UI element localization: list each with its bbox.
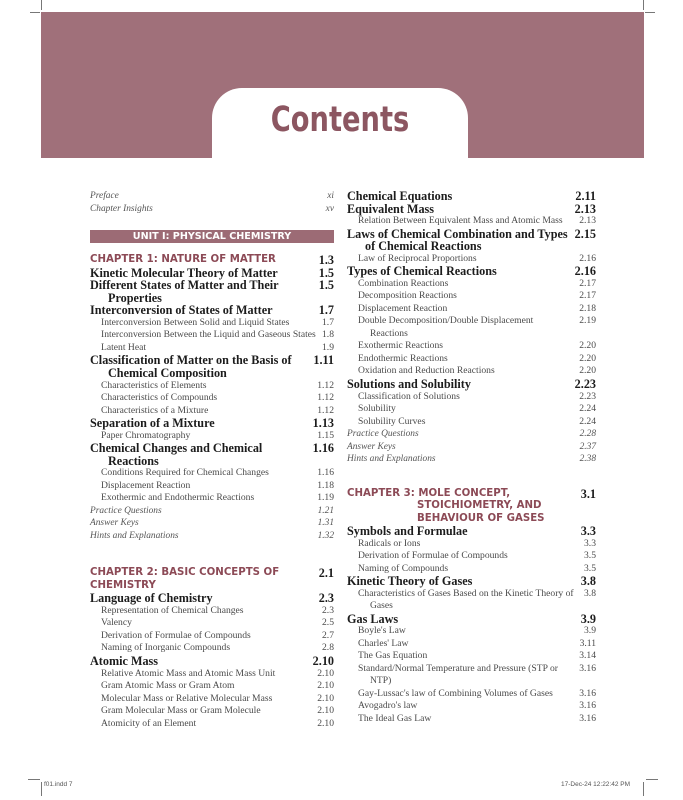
chapter-2-continued-list bbox=[347, 190, 596, 466]
toc-entry-title: Displacement Reaction bbox=[358, 302, 448, 314]
toc-entry bbox=[90, 380, 334, 393]
toc-entry-page: 2.3 bbox=[322, 604, 334, 616]
toc-entry-title: Double Decomposition/Double Displacement Reactions bbox=[358, 315, 534, 339]
toc-entry-title: Paper Chromatography bbox=[101, 429, 191, 441]
toc-entry-title: Symbols and Formulae bbox=[347, 524, 468, 539]
toc-entry bbox=[347, 588, 596, 613]
toc-entry-title: Kinetic Molecular Theory of Matter bbox=[90, 265, 278, 280]
toc-entry-title: Characteristics of Compounds bbox=[101, 392, 218, 404]
toc-entry bbox=[90, 530, 334, 543]
toc-entry-page: 3.16 bbox=[579, 700, 596, 712]
toc-entry-page: 1.15 bbox=[317, 429, 334, 441]
crop-mark bbox=[41, 0, 42, 10]
toc-entry-title: Different States of Matter and Their Properties bbox=[90, 278, 279, 305]
toc-entry-page: 2.3 bbox=[318, 591, 334, 606]
toc-entry-title: Standard/Normal Temperature and Pressure (STP or NTP) bbox=[358, 662, 558, 687]
toc-entry-page: 1.12 bbox=[317, 404, 334, 416]
toc-entry-page: 3.16 bbox=[579, 712, 596, 724]
toc-entry bbox=[90, 693, 334, 706]
toc-entry-page: 2.20 bbox=[579, 365, 596, 377]
toc-entry-title: Atomicity of an Element bbox=[101, 717, 197, 729]
toc-entry bbox=[347, 625, 596, 638]
toc-entry-page: 2.1 bbox=[318, 566, 334, 581]
toc-entry-title: Relative Atomic Mass and Atomic Mass Unit bbox=[101, 667, 276, 679]
toc-entry bbox=[90, 680, 334, 693]
toc-entry-page: 3.8 bbox=[584, 587, 596, 599]
toc-entry-title: CHAPTER 1: NATURE OF MATTER bbox=[90, 254, 276, 265]
toc-entry bbox=[347, 650, 596, 663]
toc-entry bbox=[347, 303, 596, 316]
toc-entry bbox=[347, 391, 596, 404]
toc-entry-page: 2.15 bbox=[574, 226, 596, 241]
toc-entry-title: Radicals or Ions bbox=[358, 537, 421, 549]
toc-entry bbox=[347, 315, 596, 340]
toc-entry-title: Chemical Equations bbox=[347, 189, 453, 203]
toc-entry-title: Solubility Curves bbox=[358, 415, 426, 427]
toc-entry-title: Oxidation and Reduction Reactions bbox=[358, 365, 495, 377]
toc-entry-page: 2.10 bbox=[317, 667, 334, 679]
toc-entry bbox=[90, 617, 334, 630]
toc-entry bbox=[90, 417, 334, 430]
toc-entry bbox=[347, 265, 596, 278]
toc-entry bbox=[347, 688, 596, 701]
right-column bbox=[347, 190, 596, 725]
toc-entry-page: 2.20 bbox=[579, 340, 596, 352]
toc-entry-page: 1.16 bbox=[312, 441, 334, 456]
toc-entry-page: 1.31 bbox=[317, 518, 334, 529]
toc-entry bbox=[90, 480, 334, 493]
toc-entry-page: 1.12 bbox=[317, 392, 334, 404]
toc-entry-page: 1.3 bbox=[318, 253, 334, 267]
toc-entry-title: Gay-Lussac's law of Combining Volumes of Gases bbox=[358, 687, 553, 699]
toc-entry bbox=[90, 392, 334, 405]
toc-entry bbox=[347, 340, 596, 353]
toc-entry-title: Naming of Inorganic Compounds bbox=[101, 642, 231, 654]
toc-entry-page: 3.9 bbox=[584, 625, 596, 637]
toc-entry bbox=[90, 442, 334, 467]
toc-entry-title: Equivalent Mass bbox=[347, 201, 435, 216]
toc-entry-title: Characteristics of a Mixture bbox=[101, 404, 209, 416]
toc-entry-title: Laws of Chemical Combination and Types of Chemical Reactions bbox=[347, 226, 568, 254]
toc-entry-page: 2.23 bbox=[579, 390, 596, 402]
front-matter bbox=[90, 190, 334, 215]
toc-entry-page: 2.23 bbox=[574, 376, 596, 391]
toc-entry-title: Gram Atomic Mass or Gram Atom bbox=[101, 680, 235, 692]
toc-entry-title: Combination Reactions bbox=[358, 277, 449, 289]
toc-entry-page: 2.11 bbox=[575, 189, 596, 203]
toc-entry-title: Kinetic Theory of Gases bbox=[347, 574, 473, 589]
toc-entry-page: 1.11 bbox=[313, 353, 334, 368]
toc-entry bbox=[90, 329, 334, 342]
toc-entry-page: 3.3 bbox=[580, 524, 596, 539]
toc-entry-page: 1.9 bbox=[322, 341, 334, 353]
crop-mark bbox=[28, 779, 40, 780]
toc-entry-page: 1.5 bbox=[318, 265, 334, 280]
toc-entry-page: 1.16 bbox=[317, 467, 334, 479]
toc-entry-title: The Gas Equation bbox=[358, 650, 428, 662]
toc-entry-page: 3.16 bbox=[579, 687, 596, 699]
toc-entry-title: Displacement Reaction bbox=[101, 479, 191, 491]
toc-entry-page: 2.10 bbox=[317, 680, 334, 692]
toc-entry-page: 3.5 bbox=[584, 550, 596, 562]
toc-entry bbox=[90, 655, 334, 668]
footer-timestamp: 17-Dec-24 12:22:42 PM bbox=[561, 781, 631, 788]
toc-entry-title: Types of Chemical Reactions bbox=[347, 264, 497, 279]
toc-entry-page: 2.19 bbox=[579, 315, 596, 327]
toc-entry-title: Practice Questions bbox=[347, 429, 419, 440]
toc-entry-title: Relation Between Equivalent Mass and Atomic Mass bbox=[358, 215, 563, 227]
toc-entry bbox=[90, 668, 334, 681]
toc-entry-title: Hints and Explanations bbox=[347, 454, 436, 465]
toc-entry-title: Derivation of Formulae of Compounds bbox=[101, 629, 251, 641]
toc-entry-page: 2.17 bbox=[579, 277, 596, 289]
toc-entry-title: Decomposition Reactions bbox=[358, 290, 457, 302]
toc-entry-title: Naming of Compounds bbox=[358, 562, 449, 574]
toc-entry bbox=[347, 525, 596, 538]
toc-entry-page: 2.24 bbox=[579, 415, 596, 427]
toc-entry-page: 2.13 bbox=[574, 201, 596, 216]
toc-entry-title: Exothermic and Endothermic Reactions bbox=[101, 492, 255, 504]
toc-entry-title: Exothermic Reactions bbox=[358, 340, 443, 352]
toc-entry-title: Solutions and Solubility bbox=[347, 376, 471, 391]
toc-entry-page: 1.5 bbox=[318, 278, 334, 293]
toc-entry-page: 3.16 bbox=[579, 662, 596, 674]
toc-entry-page: xi bbox=[327, 191, 334, 201]
toc-entry bbox=[347, 441, 596, 454]
toc-entry-title: Solubility bbox=[358, 403, 396, 415]
toc-entry bbox=[347, 613, 596, 626]
toc-entry bbox=[347, 638, 596, 651]
toc-entry bbox=[90, 705, 334, 718]
toc-entry bbox=[90, 203, 334, 216]
toc-entry bbox=[90, 718, 334, 731]
toc-entry-title: Classification of Matter on the Basis of Chemical Composition bbox=[90, 353, 292, 380]
toc-entry-page: 3.11 bbox=[579, 637, 596, 649]
toc-entry-page: 1.13 bbox=[312, 416, 334, 431]
unit-heading: UNIT I: PHYSICAL CHEMISTRY bbox=[90, 230, 334, 243]
toc-entry bbox=[90, 567, 334, 592]
toc-entry-title: Law of Reciprocal Proportions bbox=[358, 252, 477, 264]
toc-entry bbox=[347, 550, 596, 563]
toc-entry-title: Language of Chemistry bbox=[90, 591, 213, 606]
toc-entry-title: Practice Questions bbox=[90, 505, 162, 516]
chapter-2-list bbox=[90, 567, 334, 730]
toc-entry-title: Representation of Chemical Changes bbox=[101, 604, 244, 616]
toc-entry-title: Classification of Solutions bbox=[358, 390, 460, 402]
toc-entry bbox=[90, 190, 334, 203]
toc-entry-title: Interconversion Between the Liquid and Gaseous States bbox=[101, 329, 316, 341]
toc-entry-page: 3.1 bbox=[580, 486, 596, 501]
toc-entry bbox=[347, 700, 596, 713]
toc-entry-title: Chapter Insights bbox=[90, 203, 153, 214]
toc-entry-page: 1.7 bbox=[318, 303, 334, 318]
toc-entry-title: Derivation of Formulae of Compounds bbox=[358, 550, 508, 562]
toc-entry bbox=[347, 538, 596, 551]
toc-entry-title: Molecular Mass or Relative Molecular Mass bbox=[101, 692, 273, 704]
toc-entry-title: The Ideal Gas Law bbox=[358, 712, 432, 724]
toc-entry-title: Interconversion of States of Matter bbox=[90, 303, 273, 318]
toc-entry bbox=[347, 713, 596, 726]
toc-entry-page: 2.16 bbox=[579, 252, 596, 264]
page-title: Contents bbox=[270, 100, 410, 140]
toc-entry bbox=[347, 575, 596, 588]
toc-entry-page: 3.14 bbox=[579, 650, 596, 662]
toc-entry-title: Endothermic Reactions bbox=[358, 352, 448, 364]
crop-mark bbox=[643, 0, 644, 10]
toc-entry-page: 2.20 bbox=[579, 352, 596, 364]
toc-entry-page: 3.8 bbox=[580, 574, 596, 589]
chapter-1-list bbox=[90, 254, 334, 542]
crop-mark bbox=[646, 779, 658, 780]
toc-entry bbox=[90, 317, 334, 330]
toc-entry-title: CHAPTER 2: BASIC CONCEPTS OF CHEMISTRY bbox=[90, 567, 280, 591]
toc-entry bbox=[347, 428, 596, 441]
toc-entry-page: 1.18 bbox=[317, 479, 334, 491]
toc-entry-page: 3.9 bbox=[580, 611, 596, 626]
toc-entry bbox=[347, 378, 596, 391]
toc-entry bbox=[347, 403, 596, 416]
toc-entry-title: Gas Laws bbox=[347, 611, 399, 626]
toc-entry-page: 1.19 bbox=[317, 492, 334, 504]
crop-mark bbox=[41, 782, 42, 796]
toc-entry bbox=[90, 354, 334, 379]
toc-entry bbox=[90, 592, 334, 605]
toc-entry-page: 2.38 bbox=[579, 454, 596, 465]
toc-entry-title: Conditions Required for Chemical Changes bbox=[101, 467, 269, 479]
toc-entry bbox=[347, 278, 596, 291]
toc-entry-page: 2.10 bbox=[312, 653, 334, 668]
toc-entry-page: 1.32 bbox=[317, 530, 334, 541]
toc-entry-page: 3.3 bbox=[584, 537, 596, 549]
toc-entry-page: 2.10 bbox=[317, 717, 334, 729]
toc-entry-page: 2.7 bbox=[322, 629, 334, 641]
toc-entry bbox=[347, 190, 596, 203]
toc-entry bbox=[347, 416, 596, 429]
toc-entry-title: Hints and Explanations bbox=[90, 530, 179, 541]
toc-entry-title: Chemical Changes and Chemical Reactions bbox=[90, 441, 263, 468]
crop-mark bbox=[30, 12, 40, 13]
chapter-3-list bbox=[347, 488, 596, 726]
toc-entry-title: Preface bbox=[90, 191, 119, 201]
toc-entry-title: Valency bbox=[101, 617, 132, 629]
toc-entry-page: 1.12 bbox=[317, 379, 334, 391]
toc-entry bbox=[90, 492, 334, 505]
toc-entry-title: Avogadro's law bbox=[358, 700, 418, 712]
toc-entry bbox=[347, 290, 596, 303]
toc-entry-page: xv bbox=[325, 203, 334, 214]
crop-mark bbox=[645, 12, 655, 13]
toc-entry-page: 1.8 bbox=[322, 329, 334, 341]
toc-entry-title: Answer Keys bbox=[347, 441, 396, 452]
toc-entry-page: 2.37 bbox=[579, 441, 596, 452]
toc-entry bbox=[90, 505, 334, 518]
toc-entry-page: 2.13 bbox=[579, 215, 596, 227]
toc-entry-title: Boyle's Law bbox=[358, 625, 406, 637]
toc-entry-title: Atomic Mass bbox=[90, 653, 159, 668]
toc-entry-title: Latent Heat bbox=[101, 341, 147, 353]
toc-entry bbox=[347, 353, 596, 366]
toc-entry bbox=[347, 228, 596, 253]
toc-entry-page: 2.18 bbox=[579, 302, 596, 314]
toc-entry bbox=[90, 467, 334, 480]
toc-entry bbox=[90, 304, 334, 317]
toc-entry-page: 2.5 bbox=[322, 617, 334, 629]
toc-entry bbox=[90, 254, 334, 267]
toc-entry-page: 1.21 bbox=[317, 505, 334, 516]
toc-entry bbox=[90, 605, 334, 618]
toc-entry bbox=[347, 215, 596, 228]
toc-entry-page: 2.10 bbox=[317, 705, 334, 717]
toc-entry-title: Interconversion Between Solid and Liquid States bbox=[101, 316, 290, 328]
toc-entry-page: 2.17 bbox=[579, 290, 596, 302]
toc-entry-page: 2.28 bbox=[579, 429, 596, 440]
toc-entry-title: Separation of a Mixture bbox=[90, 416, 215, 431]
toc-entry-title: Characteristics of Elements bbox=[101, 379, 207, 391]
toc-entry-title: Characteristics of Gases Based on the Kinetic Theory of Gases bbox=[358, 587, 574, 612]
left-column bbox=[90, 190, 334, 730]
toc-entry bbox=[347, 453, 596, 466]
toc-entry bbox=[347, 488, 596, 526]
toc-entry-page: 2.24 bbox=[579, 403, 596, 415]
toc-entry bbox=[90, 517, 334, 530]
toc-entry bbox=[347, 203, 596, 216]
toc-entry bbox=[90, 630, 334, 643]
footer-file: f01.indd 7 bbox=[44, 781, 73, 788]
toc-entry-page: 2.10 bbox=[317, 692, 334, 704]
toc-entry-title: Charles' Law bbox=[358, 637, 409, 649]
toc-entry-page: 1.7 bbox=[322, 316, 334, 328]
toc-entry-title: CHAPTER 3: MOLE CONCEPT, STOICHIOMETRY, AND BEHAVIOUR OF GASES bbox=[347, 487, 545, 524]
toc-entry bbox=[90, 279, 334, 304]
toc-entry bbox=[347, 663, 596, 688]
toc-entry-title: Gram Molecular Mass or Gram Molecule bbox=[101, 705, 261, 717]
toc-entry-page: 2.16 bbox=[574, 264, 596, 279]
toc-entry-title: Answer Keys bbox=[90, 518, 139, 529]
toc-entry-page: 2.8 bbox=[322, 642, 334, 654]
toc-entry-page: 3.5 bbox=[584, 562, 596, 574]
crop-mark bbox=[643, 782, 644, 796]
